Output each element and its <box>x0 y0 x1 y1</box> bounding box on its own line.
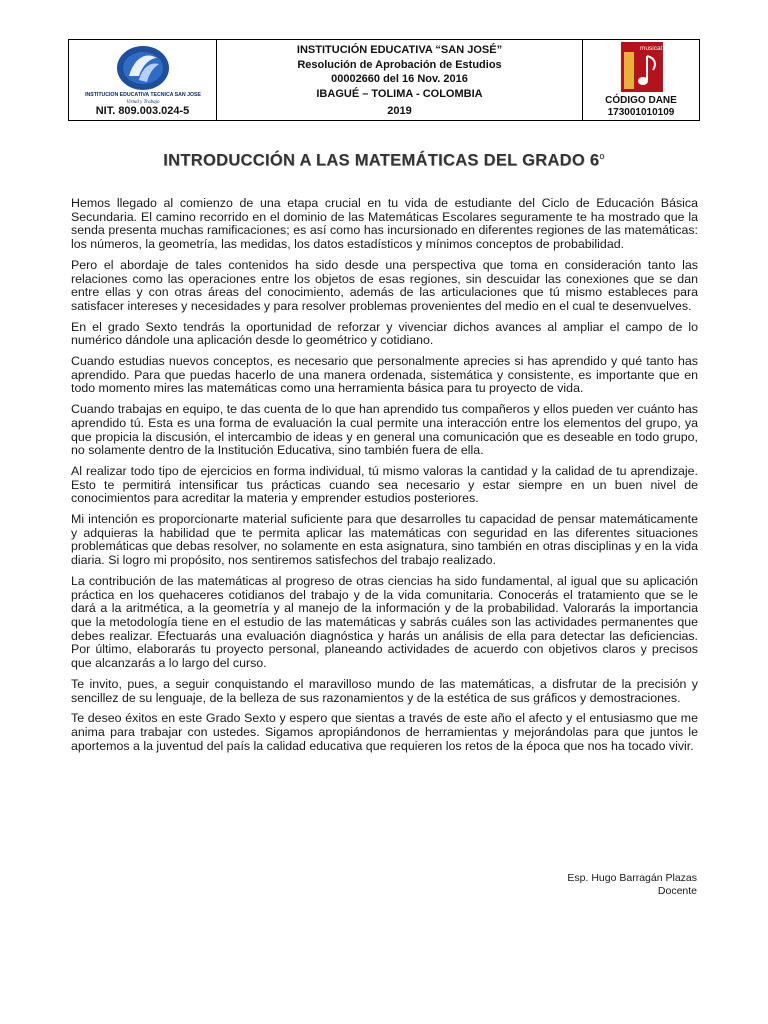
paragraph: Al realizar todo tipo de ejercicios en forma individual, tú mismo valoras la cantidad y la calidad de tu aprendizaje. Esto te permitirá intensificar tus prácticas cuando sea necesario y estar siempre en un buen nivel de conocimientos para acreditar la materia y emprender estudios posteriores. <box>71 463 698 506</box>
logo-motto: Virtud y Trabajo <box>126 100 160 105</box>
title-text: INTRODUCCIÓN A LAS MATEMÁTICAS DEL GRADO 6 <box>163 151 600 170</box>
dane-label: CÓDIGO DANE <box>605 95 677 106</box>
institution-name: INSTITUCIÓN EDUCATIVA “SAN JOSÉ” <box>296 44 503 56</box>
signature-block <box>567 872 697 898</box>
resolution-label: Resolución de Aprobación de Estudios <box>297 58 502 71</box>
music-band-logo <box>621 42 663 92</box>
signature-name: Esp. Hugo Barragán Plazas <box>567 872 697 884</box>
title-superscript: o <box>599 151 605 161</box>
paragraph: La contribución de las matemáticas al progreso de otras ciencias ha sido fundamental, al igual que su aplicación práctica en los quehaceres cotidianos del trabajo y de la vida comunitaria. Conocerás el tratamiento que se le dará a la aritmética, a la geometría y al manejo de la información y de la probabilidad. Valorarás la importancia que la metodología tiene en el estudio de las matemáticas y sabrás cuáles son las actividades permanentes que debes realizar. Efectuarás una evaluación diagnóstica y harás un análisis de ella para detectar las deficiencias. Por último, elaborarás tu proyecto personal, planeando actividades de acuerdo con objetivos claros y precisos que alcanzarás a lo largo del curso. <box>71 573 698 671</box>
logo-text: INSTITUCION EDUCATIVA TECNICA SAN JOSE <box>85 92 201 98</box>
header-logo-cell <box>69 40 217 120</box>
paragraph: Cuando estudias nuevos conceptos, es necesario que personalmente aprecies si has aprendido y qué tanto has aprendido. Para que puedas hacerlo de una manera ordenada, sistemática y consistente, es importante que en todo momento mires las matemáticas como una herramienta básica para tu proyecto de vida. <box>71 354 698 396</box>
document-header <box>68 39 700 121</box>
paragraph: Cuando trabajas en equipo, te das cuenta de lo que han aprendido tus compañeros y ellos pueden ver cuánto has aprendido tú. Esta es una forma de evaluación la cual permite una interacción entre los elementos del grupo, ya que propicia la discusión, el intercambio de ideas y en general una comunicación que es deseable en todo grupo, no solamente dentro de la Institución Educativa, sino también fuera de ella. <box>71 402 698 458</box>
resolution-number: 00002660 del 16 Nov. 2016 <box>331 73 468 85</box>
paragraph: Pero el abordaje de tales contenidos ha sido desde una perspectiva que toma en consideración tanto las relaciones como las operaciones entre los objetos de esas regiones, sin descuidar las conexiones que se dan entre ellas y con otras áreas del conocimiento, además de las articulaciones que tú mismo estableces para satisfacer intereses y necesidades y para resolver problemas provenientes del medio en el cual te desenvuelves. <box>71 257 698 313</box>
header-dane-cell <box>583 40 699 120</box>
nit-number: NIT. 809.003.024-5 <box>95 105 190 117</box>
dane-code: 173001010109 <box>607 107 675 118</box>
document-body <box>71 197 698 760</box>
paragraph: En el grado Sexto tendrás la oportunidad de reforzar y vivenciar dichos avances al ampliar el campo de lo numérico dándole una aplicación desde lo geométrico y cotidiano. <box>71 319 698 348</box>
location: IBAGUÉ – TOLIMA - COLOMBIA <box>316 87 483 100</box>
paragraph: Te deseo éxitos en este Grado Sexto y espero que sientas a través de este año el afecto y el entusiasmo que me anima para trabajar con ustedes. Sigamos apropiándonos de herramientas y mejorándolas para que juntos le aportemos a la juventud del país la calidad educativa que requieren los retos de la época que nos ha tocado vivir. <box>71 711 698 753</box>
page-title <box>0 151 768 171</box>
paragraph: Hemos llegado al comienzo de una etapa crucial en tu vida de estudiante del Ciclo de Educación Básica Secundaria. El camino recorrido en el dominio de las Matemáticas Escolares seguramente te ha mostrado que la senda presenta muchas ramificaciones; es así como has incursionado en diferentes regiones de las matemáticas: los números, la geometría, las medidas, los datos estadísticos y mínimos conceptos de probabilidad. <box>71 196 698 252</box>
year: 2019 <box>387 105 412 117</box>
paragraph: Mi intención es proporcionarte material suficiente para que desarrolles tu capacidad de pensar matemáticamente y adquieras la habilidad que te permita aplicar las matemáticas con seguridad en las diferentes situaciones problemáticas que debas resolver, no solamente en esta asignatura, sino también en otras disciplinas y en la vida diaria. Si logro mi propósito, nos sentiremos satisfechos del trabajo realizado. <box>71 512 698 568</box>
header-info-cell <box>217 40 583 120</box>
signature-role: Docente <box>657 885 697 897</box>
music-logo-text: musical <box>639 45 663 52</box>
paragraph: Te invito, pues, a seguir conquistando el maravilloso mundo de las matemáticas, a disfrutar de la precisión y sencillez de su lenguaje, de la belleza de sus razonamientos y de la estética de sus gráficos y demostraciones. <box>71 676 698 705</box>
